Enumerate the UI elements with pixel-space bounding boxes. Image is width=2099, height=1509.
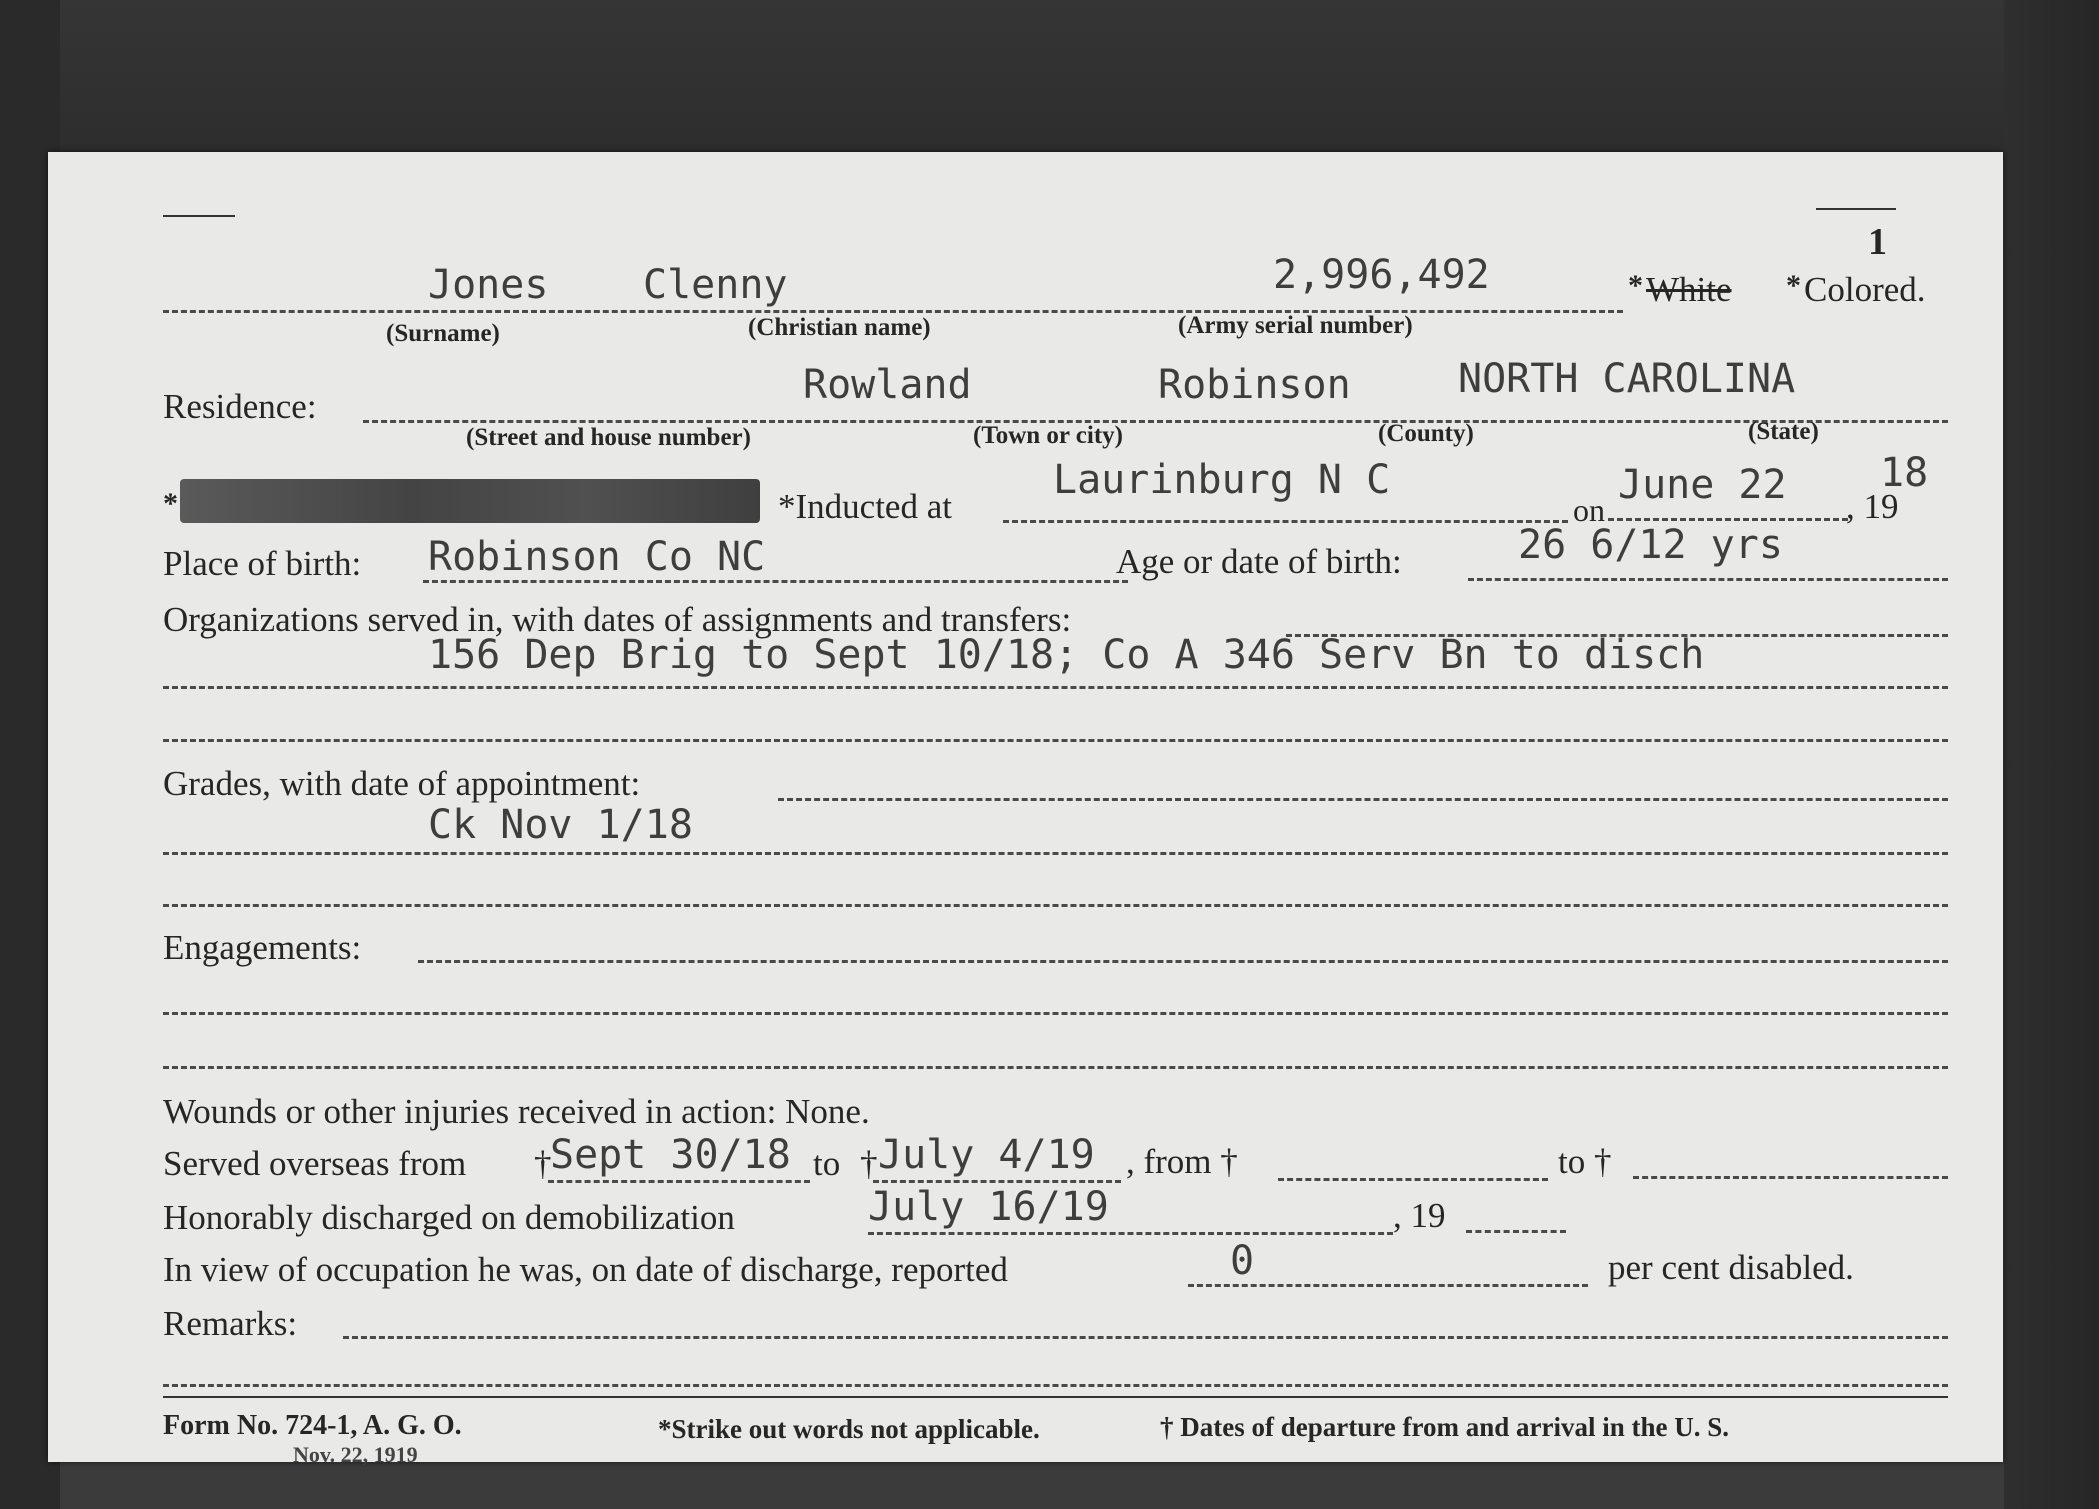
service-record-card	[48, 152, 2003, 1467]
place-of-birth-label: Place of birth:	[163, 544, 362, 583]
top-left-rule	[163, 215, 235, 217]
remarks-label: Remarks:	[163, 1304, 298, 1343]
christian-name-value: Clenny	[643, 262, 788, 308]
discharge-date-line	[868, 1232, 1393, 1235]
label-town: (Town or city)	[973, 422, 1123, 449]
organizations-line-2	[163, 686, 1948, 689]
grades-line-3	[163, 904, 1948, 907]
place-of-birth-line	[423, 580, 1128, 583]
overseas-from-value: Sept 30/18	[550, 1132, 791, 1178]
residence-street-value: Rowland	[803, 362, 972, 408]
discharge-date-value: July 16/19	[868, 1184, 1109, 1230]
star-white: *	[1628, 269, 1643, 302]
disability-line	[1188, 1284, 1588, 1287]
overseas-from-dagger: †	[534, 1144, 552, 1183]
year-prefix: , 19	[1846, 487, 1899, 526]
label-serial-number: (Army serial number)	[1178, 312, 1413, 339]
engagements-label: Engagements:	[163, 928, 362, 967]
disability-suffix: per cent disabled.	[1608, 1248, 1854, 1287]
induction-date-line	[1608, 518, 1848, 521]
race-white-struck: White	[1646, 270, 1732, 309]
engagements-line-2	[163, 1012, 1948, 1015]
induction-year-value: 18	[1880, 450, 1929, 496]
on-label: on	[1573, 492, 1605, 528]
engagements-line-1	[418, 960, 1948, 963]
overseas-from-line	[548, 1180, 810, 1183]
label-surname: (Surname)	[386, 320, 500, 347]
overseas-from-line-2	[1278, 1178, 1548, 1181]
grades-label: Grades, with date of appointment:	[163, 764, 641, 803]
discharge-year-line	[1466, 1230, 1566, 1233]
form-date: Nov. 22, 1919	[293, 1442, 418, 1467]
overseas-to-label: to	[813, 1144, 841, 1183]
form-number: Form No. 724-1, A. G. O.	[163, 1410, 462, 1441]
overseas-to-line	[873, 1180, 1121, 1183]
engagements-line-3	[163, 1066, 1948, 1069]
card-number: 1	[1868, 221, 1887, 263]
background-right	[2004, 0, 2099, 1509]
residence-label: Residence:	[163, 387, 317, 426]
footnote-dates: † Dates of departure from and arrival in the U. S.	[1160, 1412, 1729, 1442]
surname-value: Jones	[428, 262, 549, 308]
inducted-place-value: Laurinburg N C	[1053, 457, 1391, 503]
overseas-from-label-2: , from †	[1126, 1142, 1238, 1181]
place-of-birth-value: Robinson Co NC	[428, 534, 766, 580]
race-colored: Colored.	[1804, 270, 1926, 309]
residence-line	[363, 420, 1948, 423]
discharge-year-label: , 19	[1393, 1196, 1446, 1235]
organizations-label: Organizations served in, with dates of assignments and transfers:	[163, 600, 1072, 639]
age-value: 26 6/12 yrs	[1518, 522, 1783, 568]
grades-line-1	[778, 798, 1948, 801]
remarks-line-2	[163, 1384, 1948, 1387]
label-state: (State)	[1748, 418, 1819, 445]
overseas-to-label-2: to †	[1558, 1142, 1612, 1181]
organizations-line-3	[163, 739, 1948, 742]
inducted-at-label: *Inducted at	[778, 487, 952, 526]
serial-number-value: 2,996,492	[1273, 252, 1490, 298]
inducted-place-line	[1003, 520, 1568, 523]
background-top	[0, 0, 2099, 160]
grades-line-2	[163, 852, 1948, 855]
residence-town-value: Robinson	[1158, 362, 1351, 408]
age-label: Age or date of birth:	[1116, 542, 1402, 581]
organizations-value: 156 Dep Brig to Sept 10/18; Co A 346 Serv Bn to disch	[428, 632, 1705, 678]
induction-star: *	[163, 487, 178, 520]
disability-label: In view of occupation he was, on date of discharge, reported	[163, 1250, 1008, 1289]
disability-value: 0	[1230, 1238, 1255, 1284]
induction-date-value: June 22	[1618, 462, 1787, 508]
overseas-to-value: July 4/19	[878, 1132, 1095, 1178]
label-county: (County)	[1378, 420, 1474, 447]
footer-rule	[163, 1396, 1948, 1398]
label-christian-name: (Christian name)	[748, 314, 931, 341]
discharge-label: Honorably discharged on demobilization	[163, 1198, 735, 1237]
overseas-label: Served overseas from	[163, 1144, 467, 1183]
star-colored: *	[1786, 269, 1801, 302]
remarks-line-1	[343, 1336, 1948, 1339]
top-right-rule	[1816, 208, 1896, 210]
grades-value: Ck Nov 1/18	[428, 802, 693, 848]
wounds-text: Wounds or other injuries received in action: None.	[163, 1092, 870, 1131]
footnote-strike: *Strike out words not applicable.	[658, 1414, 1040, 1444]
overseas-to-line-2	[1633, 1176, 1948, 1179]
redaction-mark	[180, 479, 760, 523]
age-line	[1468, 578, 1948, 581]
residence-state-value: NORTH CAROLINA	[1458, 356, 1796, 402]
label-street: (Street and house number)	[466, 424, 751, 451]
overseas-to-dagger: †	[860, 1144, 878, 1183]
